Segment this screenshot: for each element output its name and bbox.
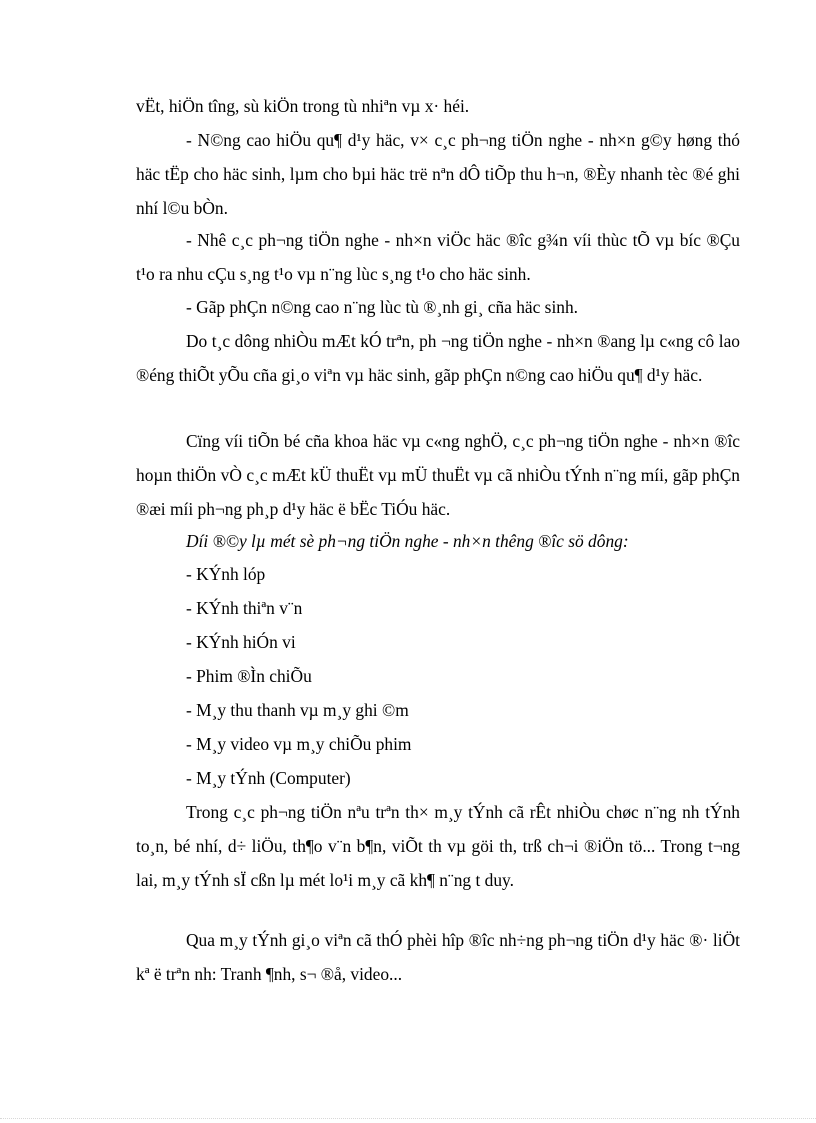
paragraph-bullet-effectiveness: - N©ng cao hiÖu qu¶ d¹y häc, v× c¸c ph¬ng tiÖn nghe - nh×n g©y høng thó häc tËp cho häc sinh, lµm cho bµi häc trë nªn dÔ tiÕp thu h¬n, ®Èy nhanh tèc ®é ghi nhí l©u bÒn. <box>136 130 740 218</box>
paragraph-technology-progress: Cïng víi tiÕn bé cña khoa häc vµ c«ng nghÖ, c¸c ph¬ng tiÖn nghe - nh×n ®îc hoµn thiÖn vÒ c¸c mÆt kÜ thuËt vµ mÜ thuËt vµ cã nhiÒu tÝnh n¨ng míi, gãp phÇn ®æi míi ph¬ng ph¸p d¹y häc ë bËc TiÓu häc. <box>136 431 740 519</box>
list-item: - KÝnh thiªn v¨n <box>186 598 303 618</box>
paragraph-bullet-self-assessment: - Gãp phÇn n©ng cao n¨ng lùc tù ®¸nh gi¸ cña häc sinh. <box>186 297 579 317</box>
paragraph-bullet-practice: - Nhê c¸c ph¬ng tiÖn nghe - nh×n viÖc häc ®îc g¾n víi thùc tÕ vµ bíc ®Çu t¹o ra nhu cÇu s¸ng t¹o vµ n¨ng lùc s¸ng t¹o cho häc sinh. <box>136 230 740 284</box>
paragraph-essential-tool: Do t¸c dông nhiÒu mÆt kÓ trªn, ph ¬ng tiÖn nghe - nh×n ®ang lµ c«ng cô lao ®éng thiÕt yÕu cña gi¸o viªn vµ häc sinh, gãp phÇn n©ng cao hiÖu qu¶ d¹y häc. <box>136 331 740 385</box>
list-item: - Phim ®Ìn chiÕu <box>186 666 312 686</box>
paragraph-list-intro: Díi ®©y lµ mét sè ph¬ng tiÖn nghe - nh×n thêng ®îc sö dông: <box>186 531 629 551</box>
list-item: - KÝnh lóp <box>186 564 266 584</box>
list-item: - KÝnh hiÓn vi <box>186 632 296 652</box>
paragraph-continuation: vËt, hiÖn tîng, sù kiÖn trong tù nhiªn vµ x· héi. <box>136 96 470 116</box>
paragraph-computer-combination: Qua m¸y tÝnh gi¸o viªn cã thÓ phèi hîp ®îc nh÷ng ph¬ng tiÖn d¹y häc ®· liÖt kª ë trªn nh: Tranh ¶nh, s¬ ®å, video... <box>136 930 740 984</box>
page-bottom-edge <box>0 1118 816 1119</box>
list-item: - M¸y tÝnh (Computer) <box>186 768 351 788</box>
list-item: - M¸y thu thanh vµ m¸y ghi ©m <box>186 700 409 720</box>
paragraph-computer-functions: Trong c¸c ph¬ng tiÖn nªu trªn th× m¸y tÝnh cã rÊt nhiÒu chøc n¨ng nh tÝnh to¸n, bé nhí, d÷ liÖu, th¶o v¨n b¶n, viÕt th vµ göi th, trß ch¬i ®iÖn tö... Trong t¬ng lai, m¸y tÝnh sÏ cßn lµ mét lo¹i m¸y cã kh¶ n¨ng t duy. <box>136 802 740 890</box>
list-item: - M¸y video vµ m¸y chiÕu phim <box>186 734 412 754</box>
